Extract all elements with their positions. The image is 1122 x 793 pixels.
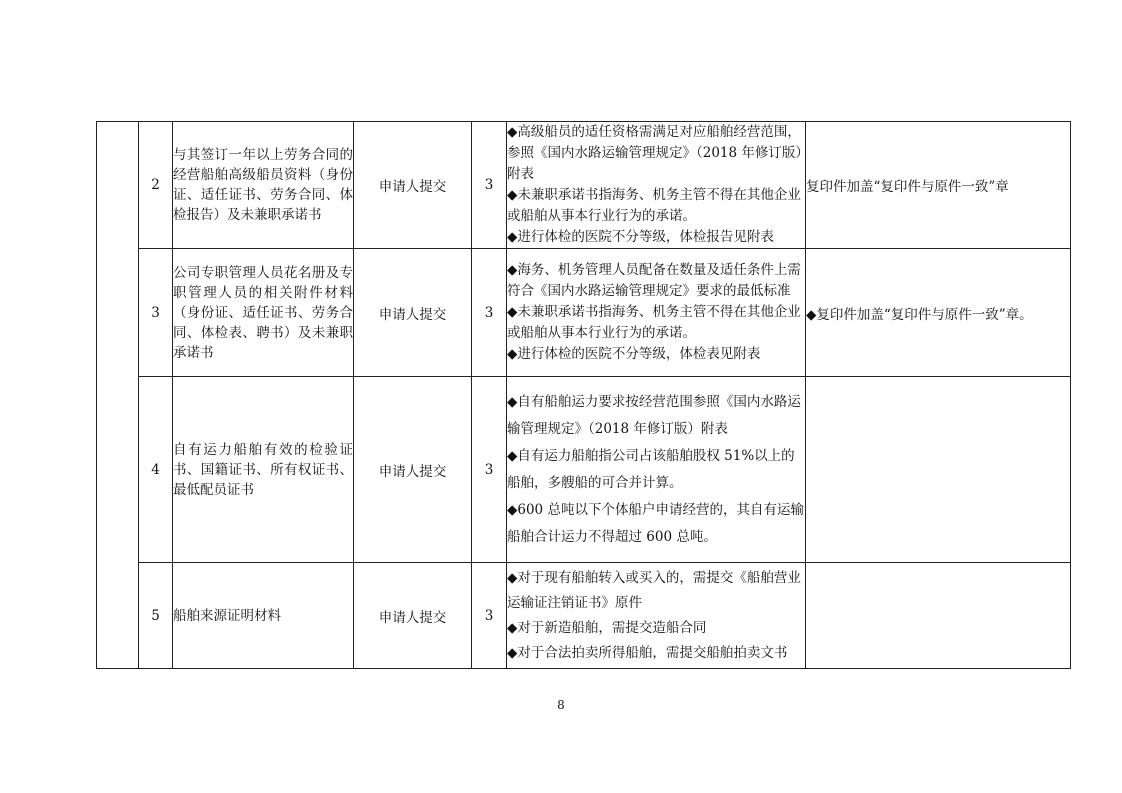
requirement-text: ◆对于合法拍卖所得船舶，需提交船舶拍卖文书 xyxy=(507,644,788,661)
copy-count: 3 xyxy=(472,563,507,669)
requirement-text: ◆未兼职承诺书指海务、机务主管不得在其他企业或船舶从事本行业行为的承诺。 xyxy=(507,304,801,341)
remark-cell: 复印件加盖“复印件与原件一致”章 xyxy=(806,122,1071,249)
copy-count: 3 xyxy=(472,249,507,377)
merged-blank-cell xyxy=(97,122,139,669)
row-number: 2 xyxy=(139,122,173,249)
table-row xyxy=(97,122,1071,249)
material-name: 船舶来源证明材料 xyxy=(173,563,354,669)
requirements-cell xyxy=(507,249,806,377)
requirement-text: ◆进行体检的医院不分等级，体检报告见附表 xyxy=(507,229,774,245)
requirement-text: ◆海务、机务管理人员配备在数量及适任条件上需符合《国内水路运输管理规定》要求的最低标准 xyxy=(507,262,801,299)
material-name: 与其签订一年以上劳务合同的经营船舶高级船员资料（身份证、适任证书、劳务合同、体检报告）及未兼职承诺书 xyxy=(173,122,354,249)
material-name: 自有运力船舶有效的检验证书、国籍证书、所有权证书、最低配员证书 xyxy=(173,377,354,563)
requirement-text: ◆高级船员的适任资格需满足对应船舶经营范围，参照《国内水路运输管理规定》（2018 年修订版）附表 xyxy=(507,124,803,182)
row-number: 3 xyxy=(139,249,173,377)
requirement-text: ◆对于现有船舶转入或买入的，需提交《船舶营业运输证注销证书》原件 xyxy=(507,569,801,611)
requirements-cell xyxy=(507,122,806,249)
requirement-text: ◆自有运力船舶指公司占该船舶股权 51%以上的船舶，多艘船的可合并计算。 xyxy=(507,447,795,491)
remark-cell xyxy=(806,377,1071,563)
row-number: 4 xyxy=(139,377,173,563)
row-number: 5 xyxy=(139,563,173,669)
remark-cell: ◆复印件加盖“复印件与原件一致”章。 xyxy=(806,249,1071,377)
requirement-text: ◆未兼职承诺书指海务、机务主管不得在其他企业或船舶从事本行业行为的承诺。 xyxy=(507,187,801,224)
requirement-text: ◆对于新造船舶，需提交造船合同 xyxy=(507,619,707,636)
materials-table xyxy=(96,121,1071,669)
remark-cell xyxy=(806,563,1071,669)
submitter: 申请人提交 xyxy=(354,563,472,669)
submitter: 申请人提交 xyxy=(354,377,472,563)
requirement-text: ◆自有船舶运力要求按经营范围参照《国内水路运输管理规定》（2018 年修订版）附表 xyxy=(507,393,801,437)
requirements-cell xyxy=(507,563,806,669)
submitter: 申请人提交 xyxy=(354,122,472,249)
copy-count: 3 xyxy=(472,377,507,563)
requirement-text: ◆600 总吨以下个体船户申请经营的，其自有运输船舶合计运力不得超过 600 总吨。 xyxy=(507,501,804,545)
table-row xyxy=(97,377,1071,563)
material-name: 公司专职管理人员花名册及专职管理人员的相关附件材料（身份证、适任证书、劳务合同、体检表、聘书）及未兼职承诺书 xyxy=(173,249,354,377)
table-row xyxy=(97,249,1071,377)
copy-count: 3 xyxy=(472,122,507,249)
submitter: 申请人提交 xyxy=(354,249,472,377)
requirement-text: ◆进行体检的医院不分等级，体检表见附表 xyxy=(507,346,761,362)
requirements-cell xyxy=(507,377,806,563)
page-number: 8 xyxy=(557,698,565,712)
table-row xyxy=(97,563,1071,669)
